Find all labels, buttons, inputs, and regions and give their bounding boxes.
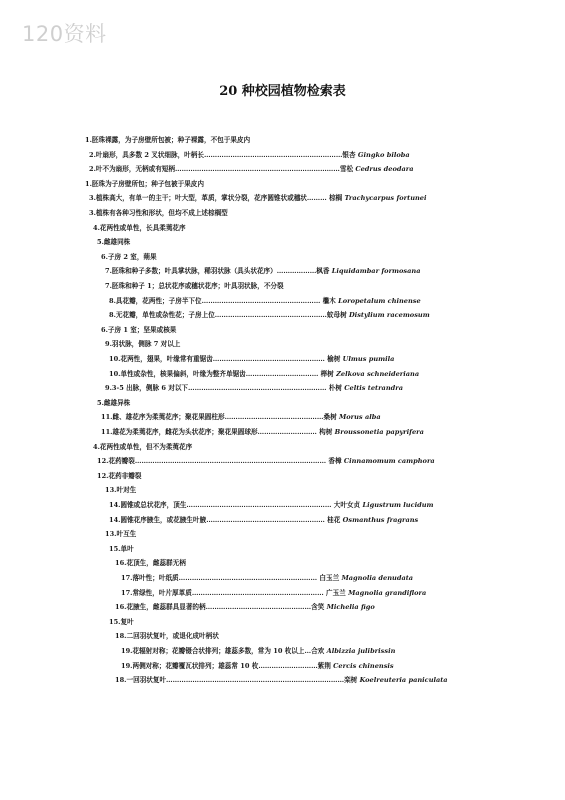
key-line: 14.圆锥或总状花序，顶生………………………………………………………… 大叶女贞 Ligustrum lucidum: [109, 501, 434, 509]
key-line: 19.花辐射对称；花瓣镊合状排列；雄蕊多数，常为 10 枚以上…合欢 Albizzia julibrissin: [121, 647, 396, 655]
key-line: 4.花两性或单性，但不为柔荑花序: [93, 442, 193, 451]
key-line: 7.胚珠和种子多数；叶具掌状脉，稀羽状脉（具头状花序）………………枫香 Liquidambar formosana: [105, 267, 421, 276]
key-line: 2.叶扇形，具多数 2 叉状细脉，叶柄长………………………………………………………银杏 Gingko biloba: [89, 150, 410, 159]
key-line: 13.叶对生: [105, 486, 137, 495]
key-line: 5.雌雄同株: [97, 238, 131, 247]
key-line: 18.一回羽状复叶………………………………………………………………………栾树 Koelreuteria paniculata: [115, 676, 448, 685]
key-line: 1.胚珠为子房壁所包；种子包被于果皮内: [85, 179, 204, 188]
page-title: 20 种校园植物检索表: [219, 84, 346, 99]
key-line: 9.羽状脉，侧脉 7 对以上: [105, 340, 181, 349]
key-line: 16.花腋生，雌蕊群具显著的柄…………………………………………含笑 Michelia figo: [115, 603, 375, 612]
key-line: 10.花两性，翅果，叶缘常有重锯齿…………………………………………… 榆树 Ulmus pumila: [109, 355, 395, 363]
key-line: 7.胚珠和种子 1；总状花序或穗状花序；叶具羽状脉，不分裂: [105, 282, 284, 290]
key-line: 14.圆锥花序腋生，或花腋生叶腋……………………………………………… 桂花 Osmanthus fragrans: [109, 515, 419, 524]
key-line: 6.子房 2 室，蒴果: [101, 252, 157, 261]
key-line: 19.两侧对称；花瓣覆瓦状排列；雄蕊常 10 枚………………………紫荆 Cercis chinensis: [121, 661, 394, 670]
key-line: 18.二回羽状复叶，或退化成叶柄状: [115, 632, 219, 641]
watermark: 120资料: [22, 22, 107, 46]
key-line: 8.无花瓣，单性或杂性花；子房上位……………………………………………蚊母树 Distylium racemosum: [109, 311, 430, 320]
key-line: 11.雄花为柔荑花序，雌花为头状花序；聚花果圆球形……………………… 构树 Broussonetia papyrifera: [101, 428, 424, 436]
key-line: 5.雌雄异株: [97, 398, 131, 407]
key-line: 3.植株高大，有单一的主干；叶大型，革质，掌状分裂，花序圆锥状或穗状……… 棕榈 Trachycarpus fortunei: [89, 194, 427, 203]
key-line: 12.花药瓣裂…………………………………………………………………………… 香樟 Cinnamomum camphora: [97, 457, 435, 466]
key-line: 9.3-5 出脉，侧脉 6 对以下……………………………………………………… 朴树 Celtis tetrandra: [105, 384, 403, 393]
key-line: 1.胚珠裸露，为子房壁所包被；种子裸露，不包于果皮内: [85, 136, 251, 144]
key-line: 4.花两性或单性，长具柔荑花序: [93, 223, 186, 232]
key-line: 6.子房 1 室；坚果或核果: [101, 325, 177, 334]
key-line: 12.花药非瓣裂: [97, 471, 142, 480]
key-line: 11.雌、雄花序为柔荑花序；聚花果圆柱形………………………………………桑树 Morus alba: [101, 413, 381, 422]
key-line: 15.复叶: [109, 617, 134, 626]
key-line: 17.落叶性；叶纸质……………………………………………………… 白玉兰 Magnolia denudata: [121, 574, 414, 582]
key-line: 8.具花瓣，花两性；子房半下位……………………………………………… 檵木 Loropetalum chinense: [109, 296, 421, 305]
key-line: 10.单性或杂性，核果偏斜，叶缘为整齐单锯齿…………………………… 榉树 Zelkova schneideriana: [109, 369, 420, 378]
key-line: 13.叶互生: [105, 530, 137, 539]
key-line: 16.花顶生，雌蕊群无柄: [115, 559, 186, 568]
key-line: 17.常绿性，叶片厚革质…………………………………………………… 广玉兰 Magnolia grandiflora: [121, 588, 427, 597]
key-line: 2.叶不为扇形，无柄或有短柄…………………………………………………………………雪松 Cedrus deodara: [89, 165, 414, 174]
key-line: 15.单叶: [109, 544, 134, 553]
key-line: 3.植株有各种习性和形状，但均不成上述棕榈型: [89, 209, 228, 217]
